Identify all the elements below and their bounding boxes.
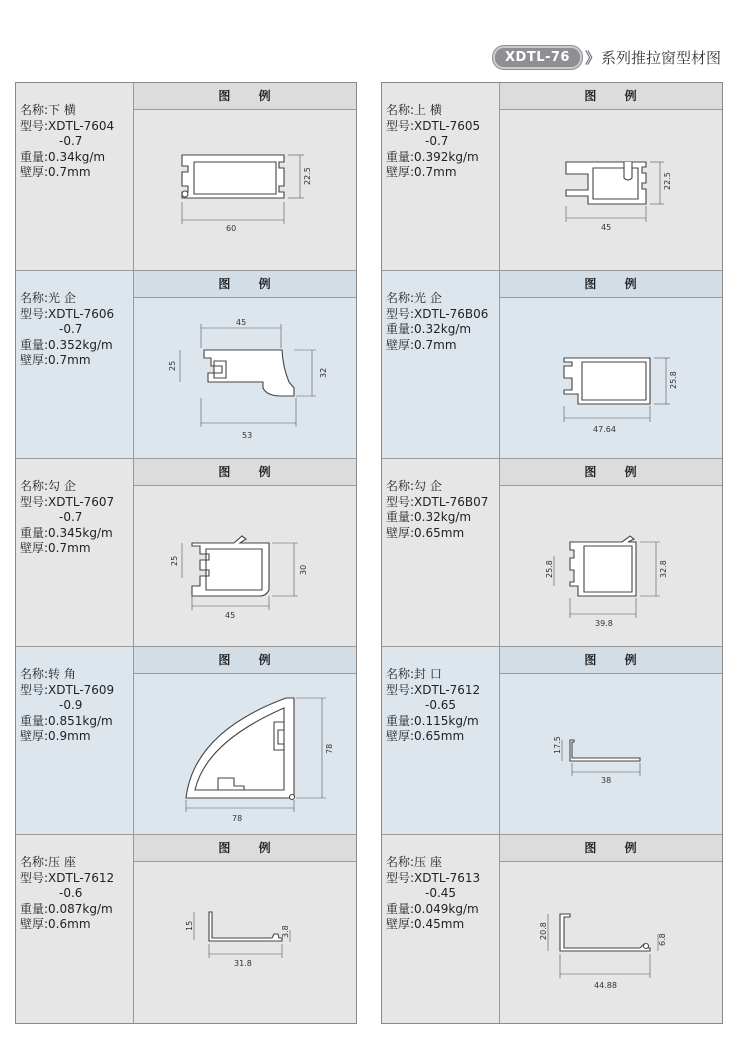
thickness-label: 壁厚: bbox=[20, 353, 49, 367]
profile-drawing bbox=[134, 647, 356, 834]
profile-model: XDTL-7606 bbox=[48, 306, 115, 321]
weight-label: 重量: bbox=[386, 713, 415, 728]
profile-info bbox=[16, 271, 134, 458]
profile-weight: 0.352kg/m bbox=[48, 337, 113, 352]
weight-label: 重量: bbox=[20, 149, 49, 164]
profile-shape bbox=[204, 350, 294, 396]
profile-row bbox=[382, 271, 722, 459]
profile-thickness: 0.6mm bbox=[48, 917, 91, 931]
dim-bottom: 39.8 bbox=[595, 619, 613, 628]
dim-left: 25 bbox=[170, 555, 179, 566]
profile-name: 封 口 bbox=[414, 667, 442, 681]
profile-shape bbox=[192, 536, 269, 596]
dim-left: 25 bbox=[168, 360, 177, 371]
profile-figure bbox=[134, 110, 356, 270]
profile-figure bbox=[500, 110, 722, 270]
profile-drawing bbox=[134, 83, 356, 270]
thickness-label: 壁厚: bbox=[20, 729, 49, 743]
model-label: 型号: bbox=[20, 870, 49, 885]
profile-name: 光 企 bbox=[48, 291, 76, 305]
profile-row bbox=[382, 83, 722, 271]
profile-info bbox=[382, 271, 500, 458]
profile-model-suffix: -0.65 bbox=[425, 698, 457, 712]
model-label: 型号: bbox=[20, 494, 49, 509]
profile-row bbox=[382, 835, 722, 1023]
dim-height: 22.5 bbox=[303, 167, 312, 185]
weight-label: 重量: bbox=[386, 149, 415, 164]
name-label: 名称: bbox=[386, 103, 415, 117]
weight-label: 重量: bbox=[386, 510, 415, 524]
profile-name: 勾 企 bbox=[414, 479, 442, 493]
profile-shape bbox=[564, 358, 650, 404]
thickness-label: 壁厚: bbox=[386, 337, 415, 352]
name-label: 名称: bbox=[20, 291, 49, 305]
model-label: 型号: bbox=[386, 494, 415, 509]
profile-name: 转 角 bbox=[48, 667, 76, 681]
profile-model: XDTL-7605 bbox=[414, 118, 481, 133]
profile-name: 勾 企 bbox=[48, 479, 76, 493]
profile-thickness: 0.7mm bbox=[48, 541, 91, 555]
profile-drawing bbox=[134, 835, 356, 1023]
profile-figure bbox=[500, 298, 722, 458]
profile-figure bbox=[500, 486, 722, 646]
model-label: 型号: bbox=[386, 682, 415, 697]
profile-weight: 0.392kg/m bbox=[414, 149, 479, 164]
profile-shape bbox=[560, 914, 650, 951]
profile-figure bbox=[134, 486, 356, 646]
name-label: 名称: bbox=[20, 479, 49, 493]
profile-shape bbox=[570, 740, 640, 761]
left-panel bbox=[15, 82, 357, 1024]
profile-row bbox=[382, 459, 722, 647]
legend-header: 图 例 bbox=[500, 83, 722, 110]
profile-model-suffix: -0.7 bbox=[425, 134, 449, 148]
thickness-label: 壁厚: bbox=[386, 917, 415, 931]
dim-width: 60 bbox=[226, 224, 237, 233]
profile-drawing bbox=[500, 647, 722, 834]
thickness-label: 壁厚: bbox=[20, 541, 49, 555]
profile-info bbox=[382, 459, 500, 646]
profile-model: XDTL-7612 bbox=[48, 870, 115, 885]
profile-shape bbox=[182, 155, 284, 198]
weight-label: 重量: bbox=[20, 901, 49, 916]
dim-left: 15 bbox=[185, 920, 194, 931]
name-label: 名称: bbox=[386, 667, 415, 681]
weight-label: 重量: bbox=[386, 901, 415, 916]
profile-model-suffix: -0.7 bbox=[59, 510, 83, 524]
dim-bottom: 31.8 bbox=[234, 959, 252, 968]
legend-header: 图 例 bbox=[134, 835, 356, 862]
profile-info bbox=[382, 647, 500, 834]
legend-header: 图 例 bbox=[134, 271, 356, 298]
profile-thickness: 0.7mm bbox=[414, 165, 457, 179]
dim-width: 45 bbox=[601, 223, 612, 232]
profile-name: 压 座 bbox=[414, 855, 442, 869]
profile-thickness: 0.9mm bbox=[48, 729, 91, 743]
profile-weight: 0.32kg/m bbox=[414, 322, 472, 336]
profile-figure bbox=[500, 862, 722, 1022]
profile-figure bbox=[134, 674, 356, 834]
dim-height: 25.8 bbox=[669, 371, 678, 389]
dim-left: 17.5 bbox=[553, 736, 562, 754]
profile-model: XDTL-76B07 bbox=[414, 494, 489, 509]
profile-weight: 0.345kg/m bbox=[48, 525, 113, 540]
profile-thickness: 0.7mm bbox=[48, 165, 91, 179]
profile-row bbox=[16, 647, 356, 835]
thickness-label: 壁厚: bbox=[386, 525, 415, 540]
profile-thickness: 0.7mm bbox=[414, 337, 457, 352]
profile-thickness: 0.45mm bbox=[414, 917, 465, 931]
profile-row bbox=[16, 835, 356, 1023]
dim-right: 78 bbox=[325, 743, 334, 754]
weight-label: 重量: bbox=[20, 525, 49, 540]
profile-figure bbox=[500, 674, 722, 834]
model-label: 型号: bbox=[386, 870, 415, 885]
profile-model: XDTL-7613 bbox=[414, 870, 481, 885]
dim-right: 6.8 bbox=[658, 933, 667, 946]
profile-weight: 0.32kg/m bbox=[414, 510, 472, 524]
dim-height: 22.5 bbox=[663, 172, 672, 190]
dim-bottom: 53 bbox=[242, 431, 253, 440]
dim-bottom: 78 bbox=[232, 814, 243, 823]
legend-header: 图 例 bbox=[500, 835, 722, 862]
profile-drawing bbox=[500, 271, 722, 458]
model-label: 型号: bbox=[20, 306, 49, 321]
profile-row bbox=[16, 271, 356, 459]
profile-drawing bbox=[500, 83, 722, 270]
dim-left: 25.8 bbox=[545, 560, 554, 578]
profile-model: XDTL-7609 bbox=[48, 682, 115, 697]
profile-shape bbox=[209, 912, 282, 941]
legend-header: 图 例 bbox=[500, 647, 722, 674]
profile-figure bbox=[134, 298, 356, 458]
profile-model: XDTL-7607 bbox=[48, 494, 115, 509]
profile-weight: 0.115kg/m bbox=[414, 713, 479, 728]
model-label: 型号: bbox=[386, 118, 415, 133]
profile-info bbox=[16, 83, 134, 270]
name-label: 名称: bbox=[20, 103, 49, 117]
legend-header: 图 例 bbox=[134, 83, 356, 110]
profile-weight: 0.851kg/m bbox=[48, 713, 113, 728]
profile-model: XDTL-7612 bbox=[414, 682, 481, 697]
profile-weight: 0.087kg/m bbox=[48, 901, 113, 916]
chevron-icon: 》 bbox=[584, 48, 597, 67]
legend-header: 图 例 bbox=[134, 647, 356, 674]
profile-model: XDTL-76B06 bbox=[414, 306, 489, 321]
thickness-label: 壁厚: bbox=[386, 165, 415, 179]
name-label: 名称: bbox=[20, 855, 49, 869]
profile-row bbox=[382, 647, 722, 835]
dim-bottom: 45 bbox=[225, 611, 236, 620]
profile-drawing bbox=[134, 271, 356, 458]
profile-thickness: 0.65mm bbox=[414, 525, 465, 540]
profile-name: 下 横 bbox=[48, 103, 76, 117]
dim-top: 45 bbox=[236, 318, 247, 327]
profile-name: 光 企 bbox=[414, 291, 442, 305]
name-label: 名称: bbox=[386, 479, 415, 493]
profile-info bbox=[16, 459, 134, 646]
header bbox=[493, 44, 721, 70]
profile-info bbox=[16, 835, 134, 1023]
profile-shape bbox=[570, 536, 636, 596]
profile-model-suffix: -0.6 bbox=[59, 886, 83, 900]
profile-model-suffix: -0.7 bbox=[59, 322, 83, 336]
name-label: 名称: bbox=[386, 291, 415, 305]
dim-bottom: 44.88 bbox=[594, 981, 617, 990]
thickness-label: 壁厚: bbox=[20, 917, 49, 931]
name-label: 名称: bbox=[20, 667, 49, 681]
profile-drawing bbox=[134, 459, 356, 646]
series-title: 系列推拉窗型材图 bbox=[600, 48, 721, 67]
profile-figure bbox=[134, 862, 356, 1022]
legend-header: 图 例 bbox=[134, 459, 356, 486]
series-badge: XDTL-76 bbox=[493, 46, 582, 69]
thickness-label: 壁厚: bbox=[386, 729, 415, 743]
right-panel bbox=[381, 82, 723, 1024]
model-label: 型号: bbox=[20, 682, 49, 697]
profile-info bbox=[382, 835, 500, 1023]
dim-right: 32 bbox=[319, 367, 328, 378]
legend-header: 图 例 bbox=[500, 271, 722, 298]
dim-right: 3.8 bbox=[281, 925, 290, 938]
profile-name: 压 座 bbox=[48, 855, 76, 869]
profile-model-suffix: -0.45 bbox=[425, 886, 457, 900]
thickness-label: 壁厚: bbox=[20, 165, 49, 179]
dim-width: 47.64 bbox=[593, 425, 616, 434]
weight-label: 重量: bbox=[20, 337, 49, 352]
legend-header: 图 例 bbox=[500, 459, 722, 486]
profile-model-suffix: -0.9 bbox=[59, 698, 83, 712]
profile-weight: 0.049kg/m bbox=[414, 901, 479, 916]
profile-model: XDTL-7604 bbox=[48, 118, 115, 133]
profile-weight: 0.34kg/m bbox=[48, 149, 106, 164]
model-label: 型号: bbox=[20, 118, 49, 133]
profile-row bbox=[16, 83, 356, 271]
dim-right: 32.8 bbox=[659, 560, 668, 578]
profile-thickness: 0.7mm bbox=[48, 353, 91, 367]
profile-name: 上 横 bbox=[414, 103, 442, 117]
dim-left: 20.8 bbox=[539, 922, 548, 940]
profile-info bbox=[16, 647, 134, 834]
profile-drawing bbox=[500, 459, 722, 646]
dim-right: 30 bbox=[299, 564, 308, 575]
profile-info bbox=[382, 83, 500, 270]
profile-row bbox=[16, 459, 356, 647]
profile-thickness: 0.65mm bbox=[414, 729, 465, 743]
profile-shape bbox=[566, 162, 646, 204]
dim-bottom: 38 bbox=[601, 776, 612, 785]
profile-model-suffix: -0.7 bbox=[59, 134, 83, 148]
name-label: 名称: bbox=[386, 855, 415, 869]
profile-drawing bbox=[500, 835, 722, 1023]
weight-label: 重量: bbox=[20, 713, 49, 728]
weight-label: 重量: bbox=[386, 322, 415, 336]
model-label: 型号: bbox=[386, 306, 415, 321]
